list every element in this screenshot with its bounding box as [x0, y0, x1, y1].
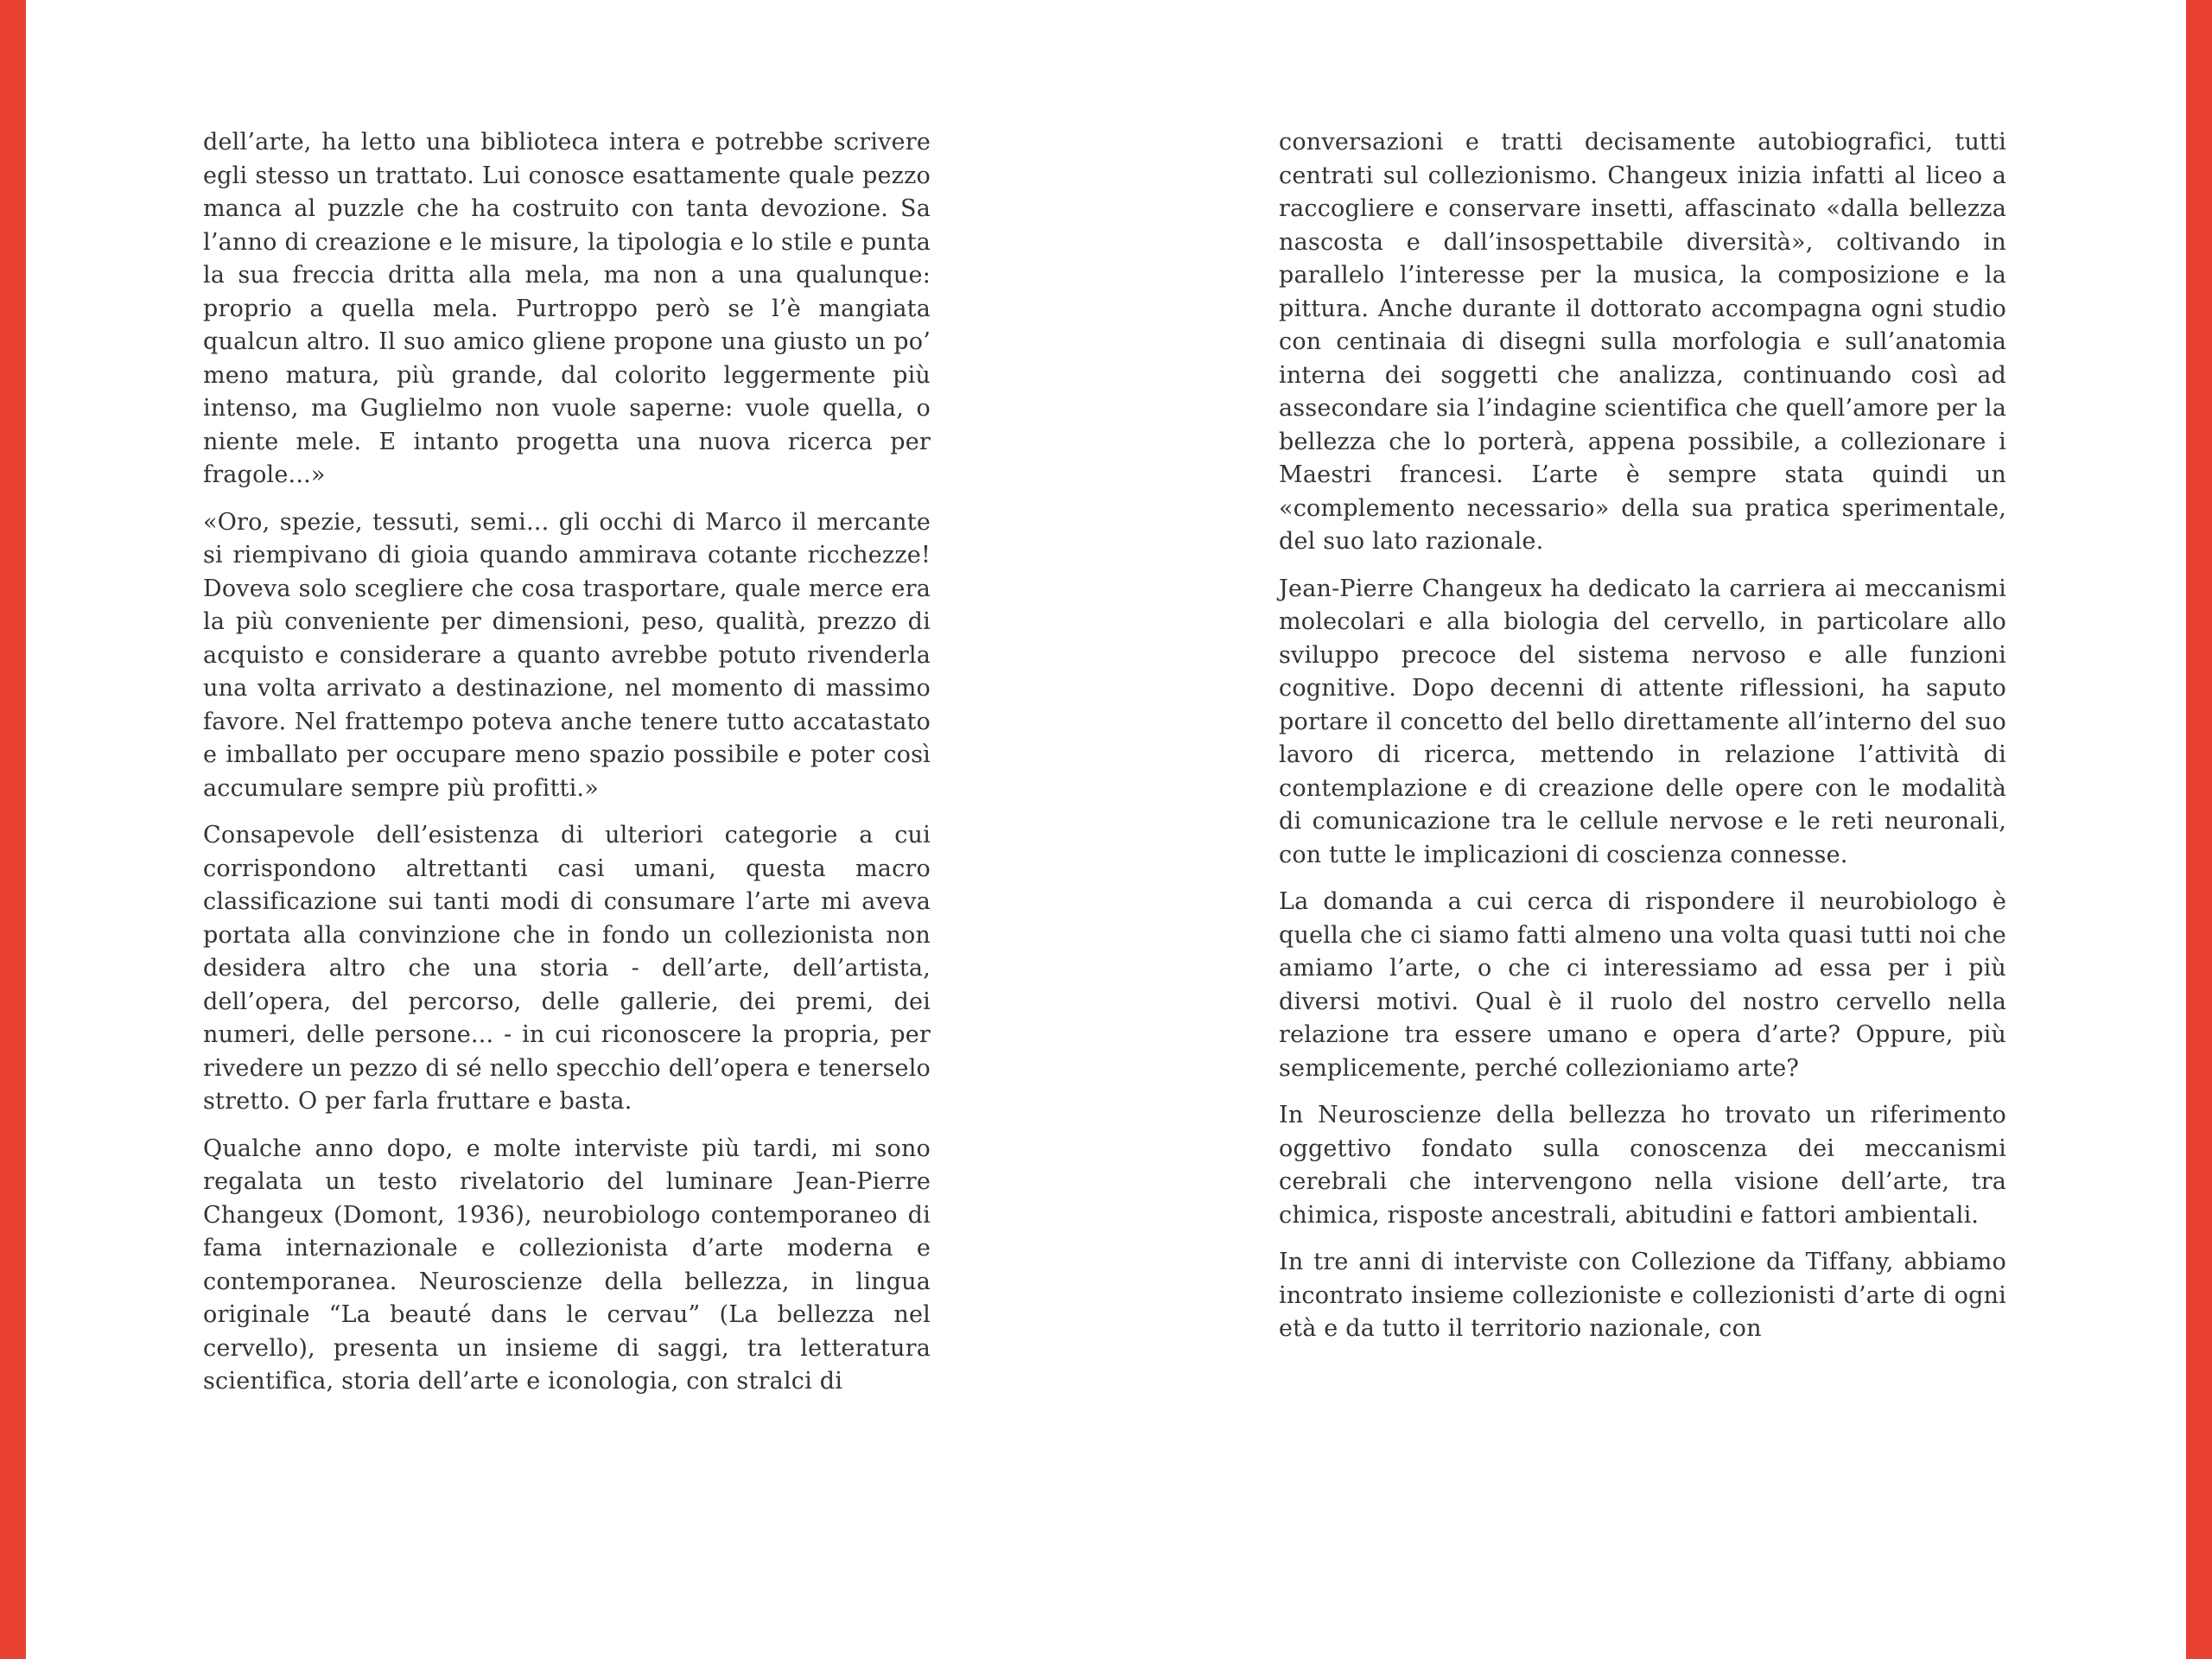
paragraph: dell’arte, ha letto una biblioteca intera e potrebbe scrivere egli stesso un trattato. Lui conosce esattamente quale pezzo manca al puzzle che ha costruito con tanta devozione. Sa l’anno di creazione e le misure, la tipologia e lo stile e punta la sua freccia dritta alla mela, ma non a una qualunque: proprio a quella mela. Purtroppo però se l’è mangiata qualcun altro. Il suo amico gliene propone una giusto un po’ meno matura, più grande, dal colorito leggermente più intenso, ma Guglielmo non vuole saperne: vuole quella, o niente mele. E intanto progetta una nuova ricerca per fragole...» [203, 129, 931, 488]
paragraph: Consapevole dell’esistenza di ulteriori categorie a cui corrispondono altrettanti casi umani, questa macro classificazione sui tanti modi di consumare l’arte mi aveva portata alla convinzione che in fondo un collezionista non desidera altro che una storia - dell’arte, dell’artista, dell’opera, del percorso, delle gallerie, dei premi, dei numeri, delle persone... - in cui riconoscere la propria, per rivedere un pezzo di sé nello specchio dell’opera e tenerselo stretto. O per farla fruttare e basta. [203, 822, 931, 1115]
paragraph: Qualche anno dopo, e molte interviste più tardi, mi sono regalata un testo rivelatorio del luminare Jean-Pierre Changeux (Domont, 1936), neurobiologo contemporaneo di fama internazionale e collezionista d’arte moderna e contemporanea. Neuroscienze della bellezza, in lingua originale “La beauté dans le cervau” (La bellezza nel cervello), presenta un insieme di saggi, tra letteratura scientifica, storia dell’arte e iconologia, con stralci di [203, 1135, 931, 1395]
paragraph: In Neuroscienze della bellezza ho trovato un riferimento oggettivo fondato sulla conoscenza dei meccanismi cerebrali che intervengono nella visione dell’arte, tra chimica, risposte ancestrali, abitudini e fattori ambientali. [1279, 1102, 2006, 1229]
paragraph: «Oro, spezie, tessuti, semi... gli occhi di Marco il mercante si riempivano di gioia quando ammirava cotante ricchezze! Doveva solo scegliere che cosa trasportare, quale merce era la più conveniente per dimensioni, peso, qualità, prezzo di acquisto e considerare a quanto avrebbe potuto rivenderla una volta arrivato a destinazione, nel momento di massimo favore. Nel frattempo poteva anche tenere tutto accatastato e imballato per occupare meno spazio possibile e poter così accumulare sempre più profitti.» [203, 508, 931, 802]
right-page-edge-bar [2186, 0, 2212, 1659]
paragraph: In tre anni di interviste con Collezione da Tiffany, abbiamo incontrato insieme collezioniste e collezionisti d’arte di ogni età e da tutto il territorio nazionale, con [1279, 1249, 2006, 1342]
left-page-text-column [203, 126, 931, 1413]
paragraph: Jean-Pierre Changeux ha dedicato la carriera ai meccanismi molecolari e alla biologia del cervello, in particolare allo sviluppo precoce del sistema nervoso e alle funzioni cognitive. Dopo decenni di attente riflessioni, ha saputo portare il concetto del bello direttamente all’interno del suo lavoro di ricerca, mettendo in relazione l’attività di contemplazione e di creazione delle opere con le modalità di comunicazione tra le cellule nervose e le reti neuronali, con tutte le implicazioni di coscienza connesse. [1279, 575, 2006, 868]
paragraph: conversazioni e tratti decisamente autobiografici, tutti centrati sul collezionismo. Changeux inizia infatti al liceo a raccogliere e conservare insetti, affascinato «dalla bellezza nascosta e dall’insospettabile diversità», coltivando in parallelo l’interesse per la musica, la composizione e la pittura. Anche durante il dottorato accompagna ogni studio con centinaia di disegni sulla morfologia e sull’anatomia interna dei soggetti che analizza, continuando così ad assecondare sia l’indagine scientifica che quell’amore per la bellezza che lo porterà, appena possibile, a collezionare i Maestri francesi. L’arte è sempre stata quindi un «complemento necessario» della sua pratica sperimentale, del suo lato razionale. [1279, 129, 2006, 555]
right-page-text-column [1279, 126, 2006, 1360]
left-page-edge-bar [0, 0, 26, 1659]
paragraph: La domanda a cui cerca di rispondere il neurobiologo è quella che ci siamo fatti almeno una volta quasi tutti noi che amiamo l’arte, o che ci interessiamo ad essa per i più diversi motivi. Qual è il ruolo del nostro cervello nella relazione tra essere umano e opera d’arte? Oppure, più semplicemente, perché collezioniamo arte? [1279, 888, 2006, 1082]
